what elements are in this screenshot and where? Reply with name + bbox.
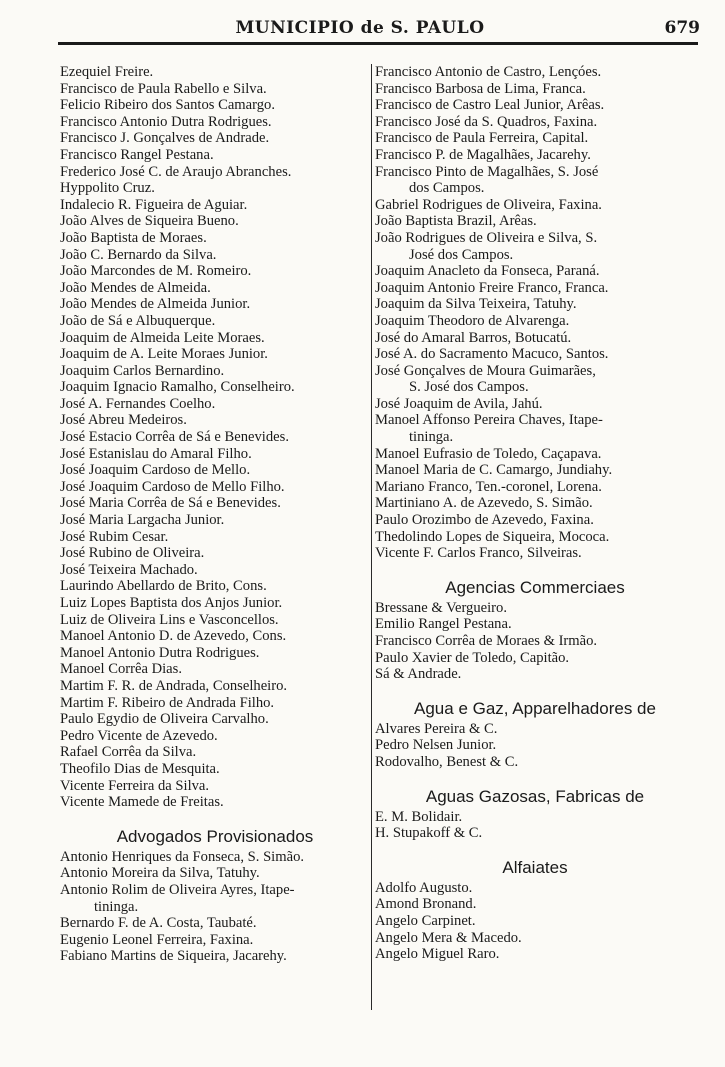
- list-item: Fabiano Martins de Siqueira, Jacarehy.: [60, 948, 287, 965]
- list-item: Luiz Lopes Baptista dos Anjos Junior.: [60, 595, 283, 611]
- list-item: Joaquim da Silva Teixeira, Tatuhy.: [375, 296, 577, 313]
- list-item: Bressane & Vergueiro.: [375, 599, 507, 616]
- list-item: Joaquim Anacleto da Fonseca, Paraná.: [375, 263, 600, 280]
- list-item: Vicente Mamede de Freitas.: [60, 794, 224, 811]
- list-item: José A. do Sacramento Macuco, Santos.: [375, 346, 609, 363]
- list-item: Felicio Ribeiro dos Santos Camargo.: [60, 97, 275, 114]
- list-item: Joaquim Carlos Bernardino.: [60, 362, 225, 379]
- list-item: Vicente F. Carlos Franco, Silveiras.: [375, 545, 582, 562]
- list-item: Manoel Maria de C. Camargo, Jundiahy.: [375, 462, 613, 479]
- list-item: Rafael Corrêa da Silva.: [60, 744, 197, 761]
- list-item: João Baptista de Moraes.: [60, 229, 207, 246]
- list-item: José A. Fernandes Coelho.: [60, 395, 216, 412]
- list-item: Francisco de Castro Leal Junior, Arêas.: [375, 97, 605, 114]
- list-item: Frederico José C. de Araujo Abranches.: [60, 163, 292, 180]
- list-item: Ezequiel Freire.: [60, 64, 154, 80]
- list-item: João Rodrigues de Oliveira e Silva, S.: [375, 229, 598, 246]
- running-title: MUNICIPIO de S. PAULO: [235, 18, 485, 38]
- list-item: José Teixeira Machado.: [60, 561, 198, 578]
- list-item: Pedro Vicente de Azevedo.: [60, 727, 218, 744]
- list-item: H. Stupakoff & C.: [375, 825, 483, 842]
- spacer: [375, 683, 695, 689]
- list-item: Manoel Eufrasio de Toledo, Caçapava.: [375, 445, 602, 462]
- list-item: Manoel Antonio D. de Azevedo, Cons.: [60, 628, 287, 645]
- header-rule: [58, 42, 698, 45]
- list-item: Thedolindo Lopes de Siqueira, Mococa.: [375, 528, 610, 545]
- list-item: João Baptista Brazil, Arêas.: [375, 213, 537, 230]
- section-heading: Advogados Provisionados: [116, 826, 314, 846]
- list-item: Angelo Carpinet.: [375, 912, 476, 929]
- list-item: Francisco de Paula Rabello e Silva.: [60, 80, 267, 97]
- list-item: Francisco P. de Magalhães, Jacarehy.: [375, 146, 591, 163]
- list-item: José Gonçalves de Moura Guimarães,: [375, 362, 596, 379]
- list-item: Joaquim de Almeida Leite Moraes.: [60, 329, 265, 346]
- list-item: João Mendes de Almeida Junior.: [60, 296, 251, 313]
- page-number: 679: [664, 18, 700, 38]
- list-item: José dos Campos.: [409, 246, 514, 263]
- list-item: E. M. Bolidair.: [375, 808, 463, 825]
- list-item: Francisco Pinto de Magalhães, S. José: [375, 163, 599, 180]
- list-item: Mariano Franco, Ten.-coronel, Lorena.: [375, 478, 602, 495]
- list-item: Paulo Egydio de Oliveira Carvalho.: [60, 711, 269, 728]
- list-item: Martim F. R. de Andrada, Conselheiro.: [60, 677, 288, 694]
- spacer: [60, 811, 370, 817]
- right-column: [375, 64, 695, 963]
- list-item: Luiz de Oliveira Lins e Vasconcellos.: [60, 611, 279, 628]
- list-item: Manoel Affonso Pereira Chaves, Itape-: [375, 412, 603, 429]
- section-heading: Alfaiates: [502, 857, 568, 877]
- list-item: Vicente Ferreira da Silva.: [60, 777, 210, 794]
- list-item: Francisco Antonio de Castro, Lençóes.: [375, 64, 602, 80]
- list-item: Manoel Corrêa Dias.: [60, 661, 182, 678]
- list-item: João Alves de Siqueira Bueno.: [60, 213, 239, 230]
- list-item: Eugenio Leonel Ferreira, Faxina.: [60, 931, 254, 948]
- spacer: [375, 562, 695, 568]
- list-item: José do Amaral Barros, Botucatú.: [375, 329, 572, 346]
- list-item: José Joaquim de Avila, Jahú.: [375, 395, 543, 412]
- list-item: Francisco José da S. Quadros, Faxina.: [375, 113, 598, 130]
- section-heading: Agencias Commerciaes: [445, 577, 625, 597]
- list-item: Angelo Mera & Macedo.: [375, 929, 522, 946]
- list-item: José Estanislau do Amaral Filho.: [60, 445, 252, 462]
- list-item: Antonio Henriques da Fonseca, S. Simão.: [60, 848, 305, 865]
- list-item: José Rubim Cesar.: [60, 528, 169, 545]
- section-heading: Agua e Gaz, Apparelhadores de: [414, 698, 656, 718]
- list-item: Paulo Xavier de Toledo, Capitão.: [375, 649, 570, 666]
- list-item: José Abreu Medeiros.: [60, 412, 187, 429]
- list-item: Martiniano A. de Azevedo, S. Simão.: [375, 495, 593, 512]
- list-item: João C. Bernardo da Silva.: [60, 246, 217, 263]
- list-item: Bernardo F. de A. Costa, Taubaté.: [60, 915, 257, 932]
- list-item: Francisco Antonio Dutra Rodrigues.: [60, 113, 272, 130]
- list-item: Sá & Andrade.: [375, 666, 462, 683]
- list-item: Martim F. Ribeiro de Andrada Filho.: [60, 694, 275, 711]
- list-item: Gabriel Rodrigues de Oliveira, Faxina.: [375, 196, 602, 213]
- list-item: Indalecio R. Figueira de Aguiar.: [60, 196, 248, 213]
- list-item: Paulo Orozimbo de Azevedo, Faxina.: [375, 512, 594, 529]
- list-item: tininga.: [409, 429, 454, 446]
- list-item: S. José dos Campos.: [409, 379, 529, 396]
- list-item: tininga.: [94, 898, 139, 915]
- list-item: Joaquim Theodoro de Alvarenga.: [375, 312, 570, 329]
- list-item: Theofilo Dias de Mesquita.: [60, 760, 220, 777]
- list-item: João Marcondes de M. Romeiro.: [60, 263, 252, 280]
- spacer: [375, 842, 695, 848]
- list-item: Amond Bronand.: [375, 896, 477, 913]
- list-item: dos Campos.: [409, 180, 485, 197]
- column-divider: [371, 64, 372, 1010]
- list-item: Francisco Barbosa de Lima, Franca.: [375, 80, 586, 97]
- list-item: Manoel Antonio Dutra Rodrigues.: [60, 644, 260, 661]
- list-item: Antonio Moreira da Silva, Tatuhy.: [60, 865, 260, 882]
- list-item: Joaquim de A. Leite Moraes Junior.: [60, 346, 268, 363]
- list-item: José Maria Corrêa de Sá e Benevides.: [60, 495, 281, 512]
- list-item: João Mendes de Almeida.: [60, 279, 211, 296]
- list-item: José Joaquim Cardoso de Mello.: [60, 462, 251, 479]
- left-column: [60, 64, 370, 965]
- list-item: Hyppolito Cruz.: [60, 180, 155, 197]
- list-item: Angelo Miguel Raro.: [375, 946, 500, 963]
- list-item: Alvares Pereira & C.: [375, 720, 498, 737]
- list-item: Emilio Rangel Pestana.: [375, 616, 512, 633]
- list-item: Joaquim Antonio Freire Franco, Franca.: [375, 279, 609, 296]
- list-item: Joaquim Ignacio Ramalho, Conselheiro.: [60, 379, 295, 396]
- list-item: José Estacio Corrêa de Sá e Benevides.: [60, 429, 289, 446]
- list-item: Pedro Nelsen Junior.: [375, 737, 497, 754]
- spacer: [375, 771, 695, 777]
- list-item: Francisco Corrêa de Moraes & Irmão.: [375, 633, 598, 649]
- section-heading: Aguas Gazosas, Fabricas de: [425, 786, 645, 806]
- list-item: José Joaquim Cardoso de Mello Filho.: [60, 478, 285, 495]
- list-item: Rodovalho, Benest & C.: [375, 753, 519, 770]
- list-item: José Maria Largacha Junior.: [60, 512, 225, 529]
- list-item: Adolfo Augusto.: [375, 879, 473, 896]
- list-item: Laurindo Abellardo de Brito, Cons.: [60, 578, 267, 595]
- page-header: [0, 0, 725, 44]
- list-item: Francisco J. Gonçalves de Andrade.: [60, 130, 270, 147]
- list-item: José Rubino de Oliveira.: [60, 545, 205, 562]
- list-item: Antonio Rolim de Oliveira Ayres, Itape-: [60, 881, 295, 898]
- list-item: Francisco de Paula Ferreira, Capital.: [375, 130, 589, 147]
- list-item: Francisco Rangel Pestana.: [60, 146, 214, 163]
- list-item: João de Sá e Albuquerque.: [60, 312, 216, 329]
